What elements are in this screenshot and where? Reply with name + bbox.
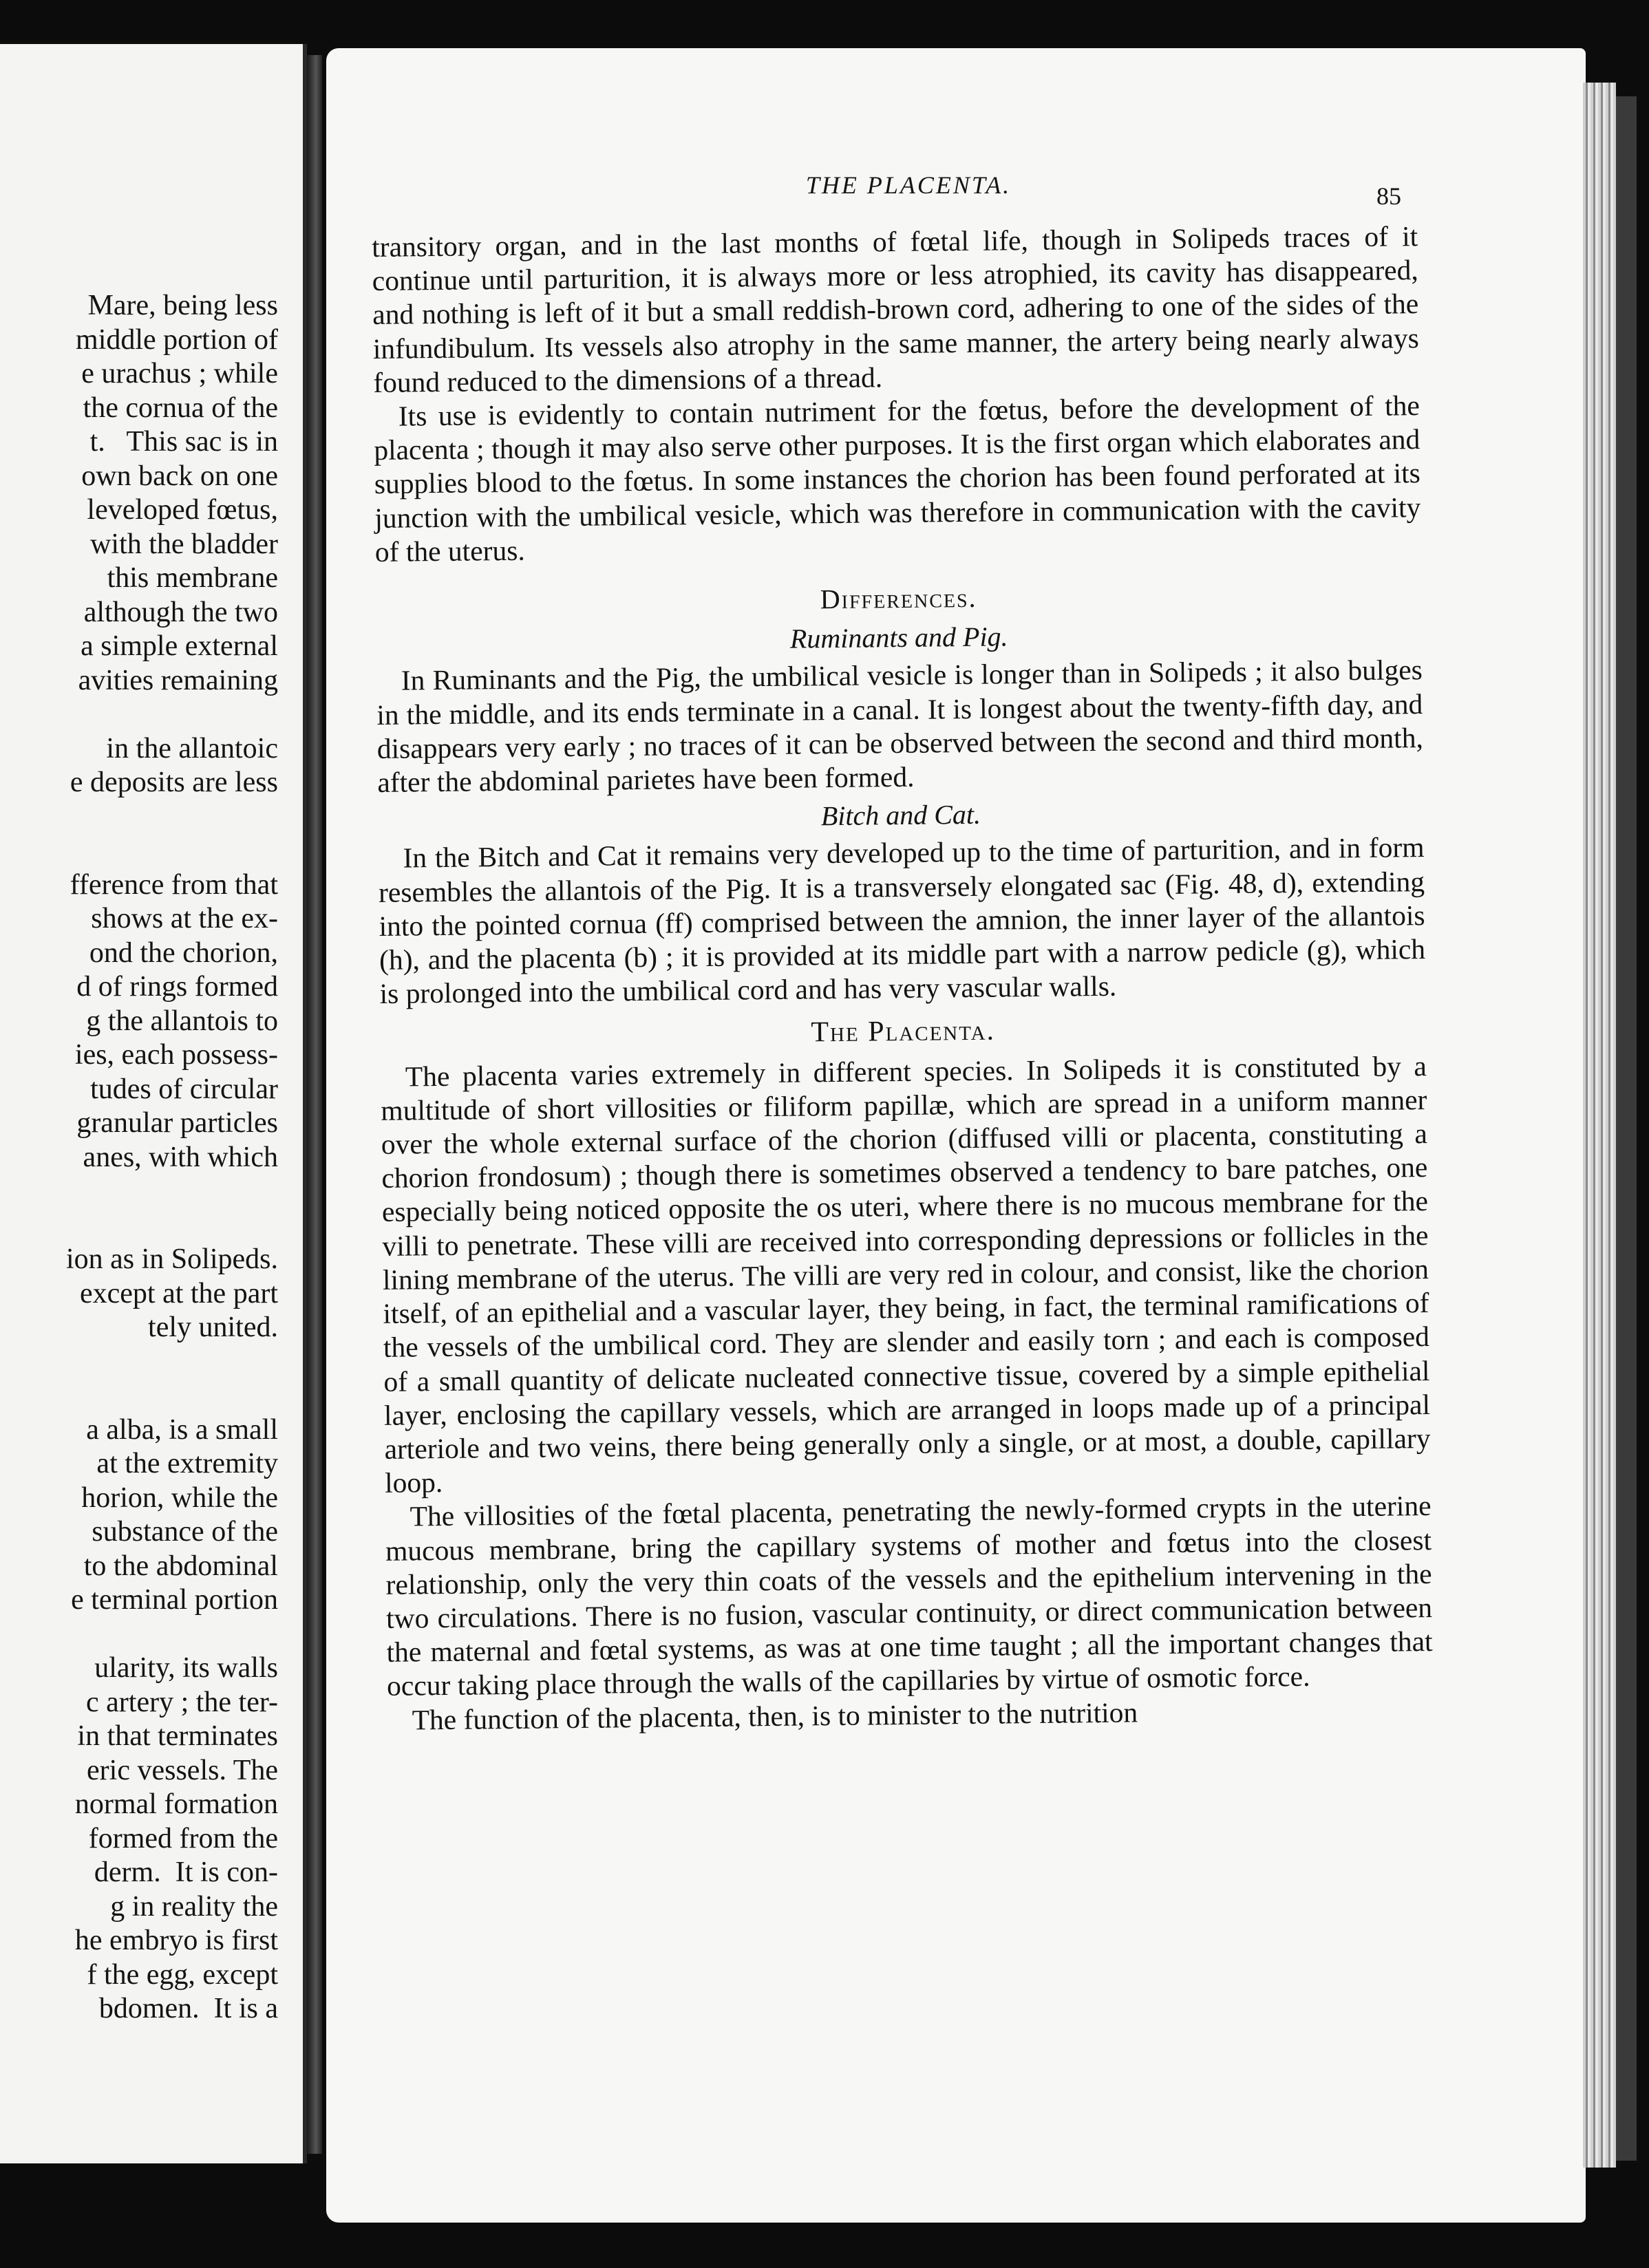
left-page-text <box>0 289 278 2026</box>
book-gutter <box>307 55 322 2154</box>
left-page-line: except at the part <box>79 1277 278 1309</box>
left-page-line <box>0 834 278 868</box>
left-page-line: d of rings formed <box>76 971 278 1003</box>
left-page-line: eric vessels. The <box>87 1754 278 1786</box>
left-page-line: the cornua of the <box>83 392 278 424</box>
paragraph-villosities: The villosities of the fœtal placenta, penetrating the newly-formed crypts in the uterine mucous membrane, bring the capillary systems of mother and fœtus into the closest relationship, only the very thin coats of the vessels and the epithelium intervening in the two circulations. There is no fusion, vascular continuity, or direct communication between the maternal and fœtal systems, as was at one time taught ; all the important changes that occur taking place through the walls of the capillaries by virtue of osmotic force. <box>385 1490 1433 1702</box>
left-page-line: in the allantoic <box>106 732 278 764</box>
left-page-line: e terminal portion <box>71 1584 278 1616</box>
left-page-line: in that terminates <box>77 1720 278 1752</box>
left-page-line: ond the chorion, <box>89 937 278 969</box>
left-page-line <box>0 1379 278 1413</box>
left-page-line: avities remaining <box>78 664 278 696</box>
left-page-line: own back on one <box>81 460 278 492</box>
page-edges <box>1583 83 1616 2168</box>
left-page-line: formed from the <box>88 1822 278 1854</box>
left-page-line: tudes of circular <box>90 1073 278 1105</box>
left-page-line: this membrane <box>107 562 278 594</box>
left-page-line: Mare, being less <box>87 290 278 321</box>
left-page-line: middle portion of <box>76 323 278 356</box>
left-page-line: a alba, is a small <box>86 1413 278 1446</box>
left-page-line <box>0 800 278 835</box>
left-page-line: fference from that <box>70 868 278 901</box>
left-page-line: with the bladder <box>90 528 278 560</box>
left-page-line: shows at the ex- <box>91 903 278 934</box>
section-heading-differences: Differences. <box>820 581 977 615</box>
left-page-line: a simple external <box>81 630 278 662</box>
left-page-line: ularity, its walls <box>94 1652 278 1684</box>
left-page-line: e urachus ; while <box>81 358 278 389</box>
left-page-line: e deposits are less <box>70 767 278 798</box>
left-page-line: f the egg, except <box>87 1958 278 1991</box>
left-page-line: derm. It is con- <box>94 1857 278 1888</box>
left-page-line: c artery ; the ter- <box>86 1686 278 1718</box>
subheading-bitch-cat: Bitch and Cat. <box>820 799 981 832</box>
left-page-line <box>0 1209 278 1243</box>
left-page-line: bdomen. It is a <box>98 1993 278 2024</box>
left-page-line <box>0 1618 278 1652</box>
paragraph-bitch-cat: In the Bitch and Cat it remains very developed up to the time of parturition, and in form resembles the allantois of the Pig. It is a transversely elongated sac (Fig. 48, d), extending into the pointed cornua (ff) comprised between the amnion, the inner layer of the allantois (h), and the placenta (b) ; it is provided at its middle part with a narrow pedicle (g), which is prolonged into the umbilical cord and has very vascular walls. <box>378 831 1426 1010</box>
left-page-line: he embryo is first <box>74 1925 278 1956</box>
left-page-line <box>0 1175 278 1209</box>
paragraph-ruminants: In Ruminants and the Pig, the umbilical vesicle is longer than in Solipeds ; it also bulges in the middle, and its ends terminate in a canal. It is longest about the twenty-fifth day, and disappears very early ; no traces of it can be observed between the second and third month, after the abdominal parietes have been formed. <box>376 654 1424 799</box>
left-page-line <box>0 1345 278 1380</box>
left-page-line <box>0 698 278 732</box>
paragraph-placenta: The placenta varies extremely in different species. In Solipeds it is constituted by a multitude of short villosities or filiform papillæ, which are spread in a uniform manner over the whole external surface of the chorion (diffused villi or placenta, constituting a chorion frondosum) ; though there is sometimes observed a tendency to bare patches, one especially being noticed opposite the os uteri, where there is no mucous membrane for the villi to penetrate. These villi are received into corresponding depressions or follicles in the lining membrane of the uterus. The villi are very red in colour, and consist, like the chorion itself, of an epithelial and a vascular layer, they being, in fact, the terminal ramifications of the vessels of the umbilical cord. They are slender and easily torn ; and each is composed of a small quantity of delicate nucleated connective tissue, covered by a simple epithelial layer, enclosing the capillary vessels, which are arranged in loops made up of a principal arteriole and two veins, there being generally only a single, or at most, a double, capillary loop. <box>381 1049 1431 1499</box>
left-page-line: at the extremity <box>96 1448 278 1479</box>
section-heading-placenta: The Placenta. <box>811 1015 996 1049</box>
left-page-line: ion as in Solipeds. <box>65 1243 278 1275</box>
book-shadow <box>1616 96 1637 2161</box>
left-page-line: tely united. <box>148 1312 278 1343</box>
left-page-line: granular particles <box>76 1107 278 1139</box>
paragraph-use: Its use is evidently to contain nutriment for the fœtus, before the development of the placenta ; though it may also serve other purposes. It is the first organ which elaborates and supplies blood to the fœtus. In some instances the chorion has been found perforated at its junction with the umbilical vesicle, which was therefore in communication with the cavity of the uterus. <box>374 389 1421 568</box>
running-head: THE PLACENTA. <box>805 171 1012 199</box>
left-page-line: anes, with which <box>83 1141 278 1173</box>
subheading-ruminants: Ruminants and Pig. <box>789 621 1008 654</box>
left-page-line: substance of the <box>92 1516 278 1548</box>
left-page-line: g the allantois to <box>86 1005 278 1037</box>
left-page-line: g in reality the <box>110 1890 278 1923</box>
left-page-line: ies, each possess- <box>74 1039 278 1071</box>
left-page-line: leveloped fœtus, <box>87 494 278 526</box>
page-number: 85 <box>1376 182 1401 210</box>
left-page-line: horion, while the <box>81 1481 278 1514</box>
paragraph-continuation: transitory organ, and in the last months of fœtal life, though in Solipeds traces of it continue until parturition, it is always more or less atrophied, its cavity has disappeared, and nothing is left of it but a small reddish-brown cord, adhering to one of the sides of the infundibulum. Its vessels also atrophy in the same manner, the artery being nearly always found reduced to the dimensions of a thread. <box>372 220 1419 398</box>
left-page <box>0 44 307 2163</box>
body-text <box>372 220 1434 1737</box>
left-page-line: normal formation <box>74 1788 278 1820</box>
paragraph-function: The function of the placenta, then, is to minister to the nutrition <box>412 1695 1138 1736</box>
left-page-line: to the abdominal <box>83 1550 278 1582</box>
left-page-line: t. This sac is in <box>89 426 278 458</box>
left-page-line: although the two <box>83 596 278 628</box>
